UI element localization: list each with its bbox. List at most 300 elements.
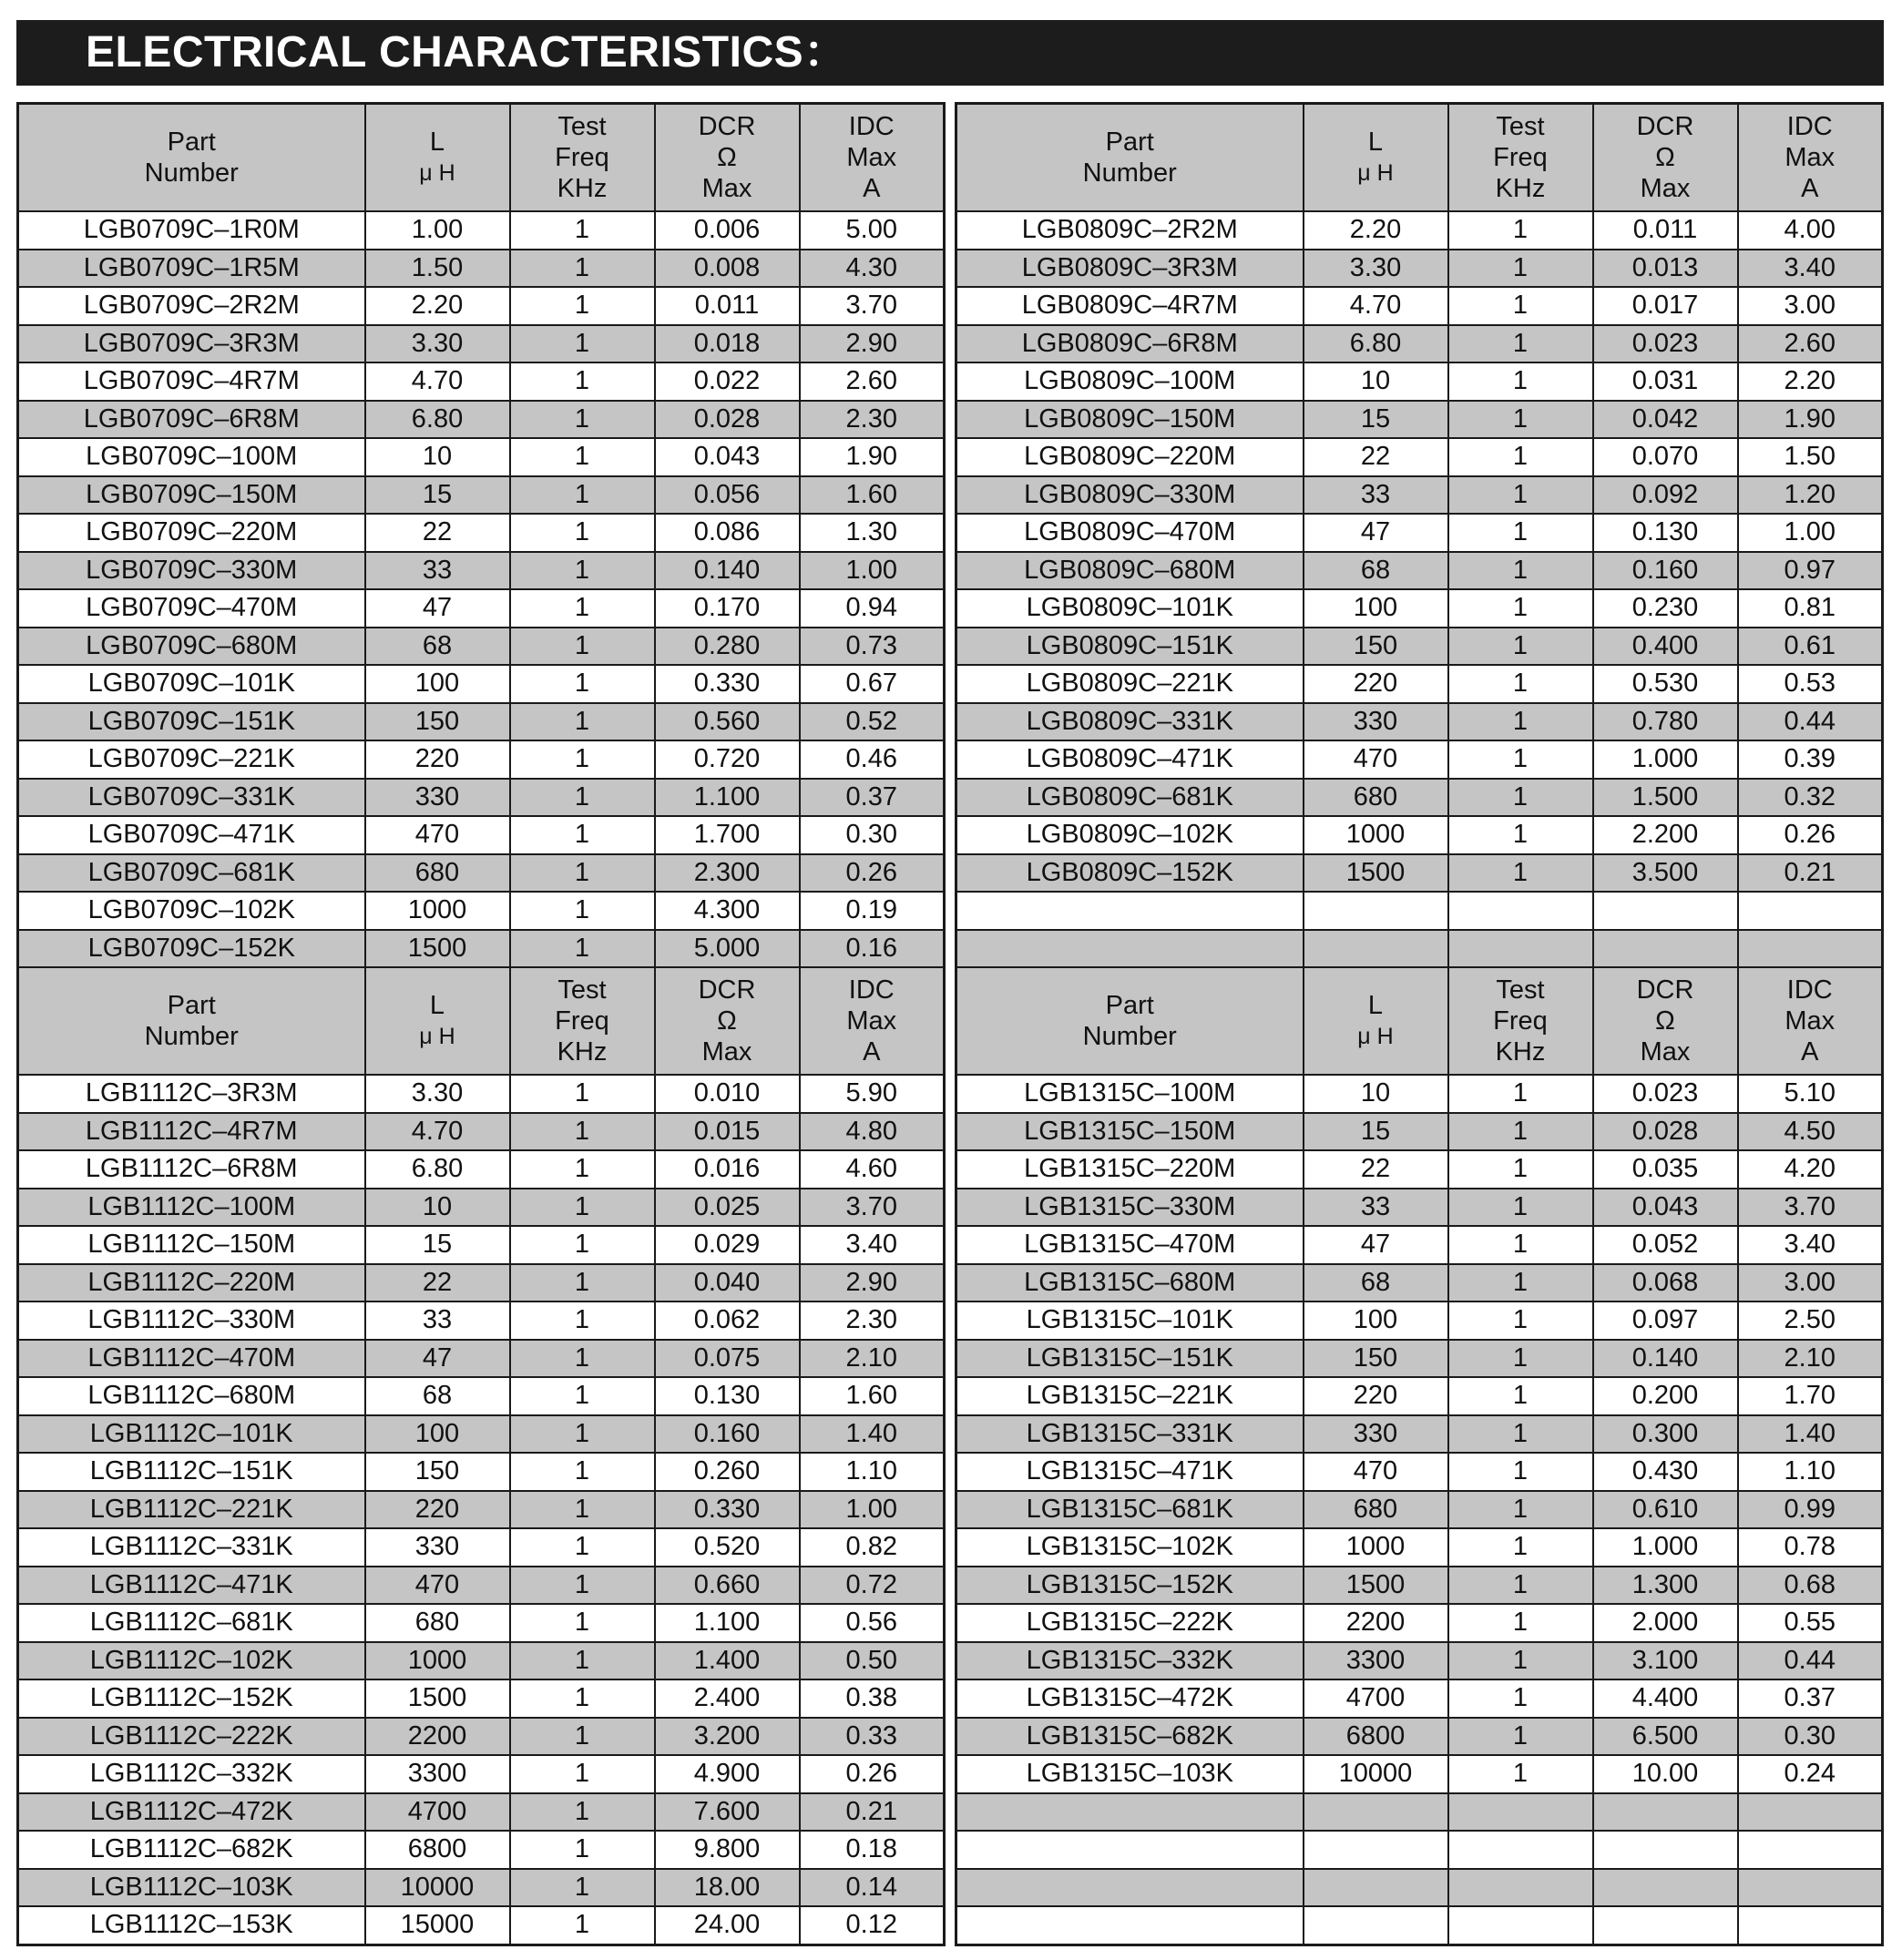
dcr-cell: 3.200 bbox=[655, 1718, 800, 1756]
test-freq-cell: 1 bbox=[1448, 1377, 1593, 1415]
dcr-cell: 4.400 bbox=[1593, 1679, 1738, 1718]
part-number-cell: LGB1112C–470M bbox=[18, 1340, 365, 1378]
column-header-idc-line: Max bbox=[1784, 1006, 1836, 1036]
idc-cell: 1.00 bbox=[800, 1491, 945, 1529]
dcr-cell bbox=[1593, 930, 1738, 968]
part-number-cell: LGB0809C–100M bbox=[956, 362, 1304, 401]
spec-table-right bbox=[955, 102, 1884, 1946]
dcr-cell: 0.130 bbox=[655, 1377, 800, 1415]
inductance-cell: 330 bbox=[365, 779, 510, 817]
dcr-cell: 0.097 bbox=[1593, 1302, 1738, 1340]
test-freq-cell: 1 bbox=[1448, 1642, 1593, 1680]
table-row bbox=[18, 476, 945, 515]
test-freq-cell: 1 bbox=[1448, 514, 1593, 552]
inductance-cell: 47 bbox=[365, 1340, 510, 1378]
dcr-cell: 9.800 bbox=[655, 1831, 800, 1869]
test-freq-cell: 1 bbox=[1448, 1679, 1593, 1718]
inductance-cell: 1000 bbox=[1304, 1528, 1448, 1567]
idc-cell: 0.14 bbox=[800, 1869, 945, 1907]
table-row bbox=[18, 1642, 945, 1680]
dcr-cell: 0.330 bbox=[655, 665, 800, 703]
column-header-idc-line: IDC bbox=[1786, 975, 1833, 1005]
table-row bbox=[956, 1075, 1883, 1113]
table-row bbox=[956, 1491, 1883, 1529]
column-header-freq-line: Test bbox=[557, 975, 607, 1005]
idc-cell: 0.19 bbox=[800, 892, 945, 930]
table-row bbox=[18, 1189, 945, 1227]
dcr-cell: 0.006 bbox=[655, 211, 800, 250]
column-header-idc bbox=[1738, 967, 1883, 1075]
idc-cell: 4.30 bbox=[800, 250, 945, 288]
part-number-cell: LGB1315C–103K bbox=[956, 1755, 1304, 1793]
column-header-l-line: μ H bbox=[1357, 1024, 1394, 1049]
test-freq-cell: 1 bbox=[1448, 1415, 1593, 1454]
test-freq-cell: 1 bbox=[510, 1075, 655, 1113]
column-header-part-line: Number bbox=[1082, 158, 1177, 188]
part-number-cell: LGB0709C–3R3M bbox=[18, 325, 365, 363]
column-header-freq bbox=[1448, 967, 1593, 1075]
test-freq-cell: 1 bbox=[1448, 665, 1593, 703]
table-row bbox=[956, 779, 1883, 817]
idc-cell: 0.12 bbox=[800, 1906, 945, 1945]
idc-cell: 0.32 bbox=[1738, 779, 1883, 817]
table-row bbox=[956, 1113, 1883, 1151]
part-number-cell: LGB0709C–102K bbox=[18, 892, 365, 930]
table-row bbox=[956, 325, 1883, 363]
idc-cell: 3.00 bbox=[1738, 1264, 1883, 1302]
table-row bbox=[956, 740, 1883, 779]
part-number-cell: LGB1315C–680M bbox=[956, 1264, 1304, 1302]
test-freq-cell: 1 bbox=[510, 1906, 655, 1945]
column-header-freq-line: Freq bbox=[555, 1006, 609, 1036]
idc-cell: 0.50 bbox=[800, 1642, 945, 1680]
table-row bbox=[18, 665, 945, 703]
part-number-cell: LGB0809C–680M bbox=[956, 552, 1304, 590]
part-number-cell: LGB0809C–3R3M bbox=[956, 250, 1304, 288]
idc-cell: 2.30 bbox=[800, 1302, 945, 1340]
idc-cell: 5.10 bbox=[1738, 1075, 1883, 1113]
inductance-cell: 1000 bbox=[365, 1642, 510, 1680]
table-row bbox=[18, 1869, 945, 1907]
table-row bbox=[956, 1528, 1883, 1567]
inductance-cell: 33 bbox=[365, 1302, 510, 1340]
column-header-l bbox=[365, 104, 510, 212]
inductance-cell: 470 bbox=[365, 816, 510, 854]
idc-cell: 5.00 bbox=[800, 211, 945, 250]
column-header-dcr-line: Ω bbox=[717, 1006, 737, 1036]
dcr-cell: 0.035 bbox=[1593, 1150, 1738, 1189]
column-header-part bbox=[956, 104, 1304, 212]
inductance-cell: 1.00 bbox=[365, 211, 510, 250]
idc-cell: 1.60 bbox=[800, 1377, 945, 1415]
dcr-cell: 18.00 bbox=[655, 1869, 800, 1907]
column-header-freq-line: Freq bbox=[1493, 1006, 1548, 1036]
idc-cell: 0.67 bbox=[800, 665, 945, 703]
idc-cell: 2.90 bbox=[800, 325, 945, 363]
idc-cell: 2.20 bbox=[1738, 362, 1883, 401]
table-row bbox=[956, 1906, 1883, 1945]
inductance-cell: 680 bbox=[365, 854, 510, 893]
idc-cell: 4.20 bbox=[1738, 1150, 1883, 1189]
part-number-cell: LGB0809C–220M bbox=[956, 438, 1304, 476]
inductance-cell: 10000 bbox=[1304, 1755, 1448, 1793]
table-row bbox=[956, 552, 1883, 590]
test-freq-cell: 1 bbox=[510, 1679, 655, 1718]
table-row bbox=[18, 816, 945, 854]
idc-cell: 2.30 bbox=[800, 401, 945, 439]
idc-cell: 0.53 bbox=[1738, 665, 1883, 703]
inductance-cell: 680 bbox=[1304, 1491, 1448, 1529]
test-freq-cell bbox=[1448, 892, 1593, 930]
dcr-cell: 0.015 bbox=[655, 1113, 800, 1151]
dcr-cell: 0.330 bbox=[655, 1491, 800, 1529]
column-header-part bbox=[956, 967, 1304, 1075]
table-row bbox=[956, 1642, 1883, 1680]
part-number-cell: LGB0809C–470M bbox=[956, 514, 1304, 552]
part-number-cell: LGB0709C–150M bbox=[18, 476, 365, 515]
table-row bbox=[18, 1755, 945, 1793]
dcr-cell: 0.042 bbox=[1593, 401, 1738, 439]
table-row bbox=[18, 1377, 945, 1415]
dcr-cell: 0.056 bbox=[655, 476, 800, 515]
table-row bbox=[956, 287, 1883, 325]
test-freq-cell: 1 bbox=[1448, 1718, 1593, 1756]
idc-cell: 0.39 bbox=[1738, 740, 1883, 779]
column-header-dcr-line: Ω bbox=[1655, 1006, 1675, 1036]
inductance-cell: 4.70 bbox=[365, 1113, 510, 1151]
part-number-cell: LGB0709C–681K bbox=[18, 854, 365, 893]
column-header-dcr-line: DCR bbox=[698, 112, 756, 141]
table-row bbox=[18, 401, 945, 439]
table-row bbox=[18, 1150, 945, 1189]
dcr-cell: 1.400 bbox=[655, 1642, 800, 1680]
table-row bbox=[18, 740, 945, 779]
part-number-cell: LGB0809C–331K bbox=[956, 703, 1304, 741]
dcr-cell: 0.260 bbox=[655, 1453, 800, 1491]
table-row bbox=[956, 665, 1883, 703]
column-header-dcr-line: Ω bbox=[717, 143, 737, 172]
dcr-cell: 0.008 bbox=[655, 250, 800, 288]
dcr-cell: 0.068 bbox=[1593, 1264, 1738, 1302]
test-freq-cell: 1 bbox=[1448, 438, 1593, 476]
idc-cell: 0.30 bbox=[800, 816, 945, 854]
dcr-cell: 0.300 bbox=[1593, 1415, 1738, 1454]
column-header-idc-line: IDC bbox=[848, 112, 895, 141]
test-freq-cell: 1 bbox=[510, 816, 655, 854]
inductance-cell: 1000 bbox=[365, 892, 510, 930]
table-row bbox=[18, 779, 945, 817]
column-header-part-line: Part bbox=[167, 128, 216, 157]
inductance-cell: 15 bbox=[365, 476, 510, 515]
table-row bbox=[956, 476, 1883, 515]
table-row bbox=[956, 854, 1883, 893]
idc-cell: 4.50 bbox=[1738, 1113, 1883, 1151]
inductance-cell: 15 bbox=[1304, 401, 1448, 439]
test-freq-cell: 1 bbox=[1448, 1075, 1593, 1113]
inductance-cell: 68 bbox=[365, 628, 510, 666]
dcr-cell: 0.230 bbox=[1593, 589, 1738, 628]
column-header-freq-line: Test bbox=[1496, 112, 1545, 141]
test-freq-cell: 1 bbox=[1448, 325, 1593, 363]
test-freq-cell: 1 bbox=[1448, 1755, 1593, 1793]
test-freq-cell: 1 bbox=[1448, 703, 1593, 741]
table-row bbox=[18, 514, 945, 552]
test-freq-cell: 1 bbox=[510, 628, 655, 666]
test-freq-cell: 1 bbox=[510, 325, 655, 363]
inductance-cell: 3300 bbox=[365, 1755, 510, 1793]
inductance-cell: 330 bbox=[1304, 703, 1448, 741]
idc-cell: 2.10 bbox=[1738, 1340, 1883, 1378]
inductance-cell: 3.30 bbox=[1304, 250, 1448, 288]
table-row bbox=[18, 854, 945, 893]
test-freq-cell: 1 bbox=[510, 930, 655, 968]
table-row bbox=[18, 287, 945, 325]
column-header-idc-line: IDC bbox=[1786, 112, 1833, 141]
column-header-part-line: Part bbox=[1105, 991, 1154, 1020]
dcr-cell bbox=[1593, 892, 1738, 930]
dcr-cell: 0.023 bbox=[1593, 325, 1738, 363]
dcr-cell: 0.660 bbox=[655, 1567, 800, 1605]
test-freq-cell bbox=[1448, 1793, 1593, 1832]
part-number-cell: LGB1112C–221K bbox=[18, 1491, 365, 1529]
idc-cell: 0.94 bbox=[800, 589, 945, 628]
inductance-cell: 10000 bbox=[365, 1869, 510, 1907]
test-freq-cell: 1 bbox=[1448, 816, 1593, 854]
part-number-cell: LGB0709C–330M bbox=[18, 552, 365, 590]
dcr-cell: 0.610 bbox=[1593, 1491, 1738, 1529]
part-number-cell: LGB0809C–221K bbox=[956, 665, 1304, 703]
column-header-dcr-line: DCR bbox=[1636, 975, 1694, 1005]
idc-cell: 0.21 bbox=[1738, 854, 1883, 893]
part-number-cell: LGB0809C–102K bbox=[956, 816, 1304, 854]
test-freq-cell: 1 bbox=[510, 779, 655, 817]
column-header-l-line: L bbox=[429, 128, 445, 157]
dcr-cell: 2.000 bbox=[1593, 1604, 1738, 1642]
idc-cell: 1.90 bbox=[800, 438, 945, 476]
table-row bbox=[956, 1189, 1883, 1227]
idc-cell: 1.10 bbox=[800, 1453, 945, 1491]
idc-cell: 0.26 bbox=[800, 854, 945, 893]
dcr-cell: 0.043 bbox=[655, 438, 800, 476]
part-number-cell: LGB1315C–151K bbox=[956, 1340, 1304, 1378]
dcr-cell: 1.100 bbox=[655, 1604, 800, 1642]
inductance-cell: 68 bbox=[365, 1377, 510, 1415]
idc-cell: 0.61 bbox=[1738, 628, 1883, 666]
test-freq-cell bbox=[1448, 1906, 1593, 1945]
table-row bbox=[956, 401, 1883, 439]
test-freq-cell: 1 bbox=[1448, 1264, 1593, 1302]
inductance-cell: 470 bbox=[1304, 1453, 1448, 1491]
table-row bbox=[956, 628, 1883, 666]
dcr-cell: 7.600 bbox=[655, 1793, 800, 1832]
column-header-idc bbox=[800, 104, 945, 212]
dcr-cell: 0.530 bbox=[1593, 665, 1738, 703]
inductance-cell: 4700 bbox=[1304, 1679, 1448, 1718]
test-freq-cell: 1 bbox=[510, 514, 655, 552]
column-header-l-line: L bbox=[1367, 128, 1384, 157]
inductance-cell: 4.70 bbox=[365, 362, 510, 401]
part-number-cell bbox=[956, 1793, 1304, 1832]
table-row bbox=[956, 1869, 1883, 1907]
idc-cell: 0.44 bbox=[1738, 1642, 1883, 1680]
table-row bbox=[956, 1377, 1883, 1415]
idc-cell: 0.73 bbox=[800, 628, 945, 666]
inductance-cell: 6.80 bbox=[365, 1150, 510, 1189]
test-freq-cell: 1 bbox=[510, 211, 655, 250]
part-number-cell: LGB0809C–2R2M bbox=[956, 211, 1304, 250]
column-header-dcr-line: Max bbox=[701, 174, 752, 203]
test-freq-cell: 1 bbox=[1448, 401, 1593, 439]
column-header-part-line: Part bbox=[167, 991, 216, 1020]
idc-cell: 0.30 bbox=[1738, 1718, 1883, 1756]
idc-cell bbox=[1738, 1869, 1883, 1907]
dcr-cell: 0.016 bbox=[655, 1150, 800, 1189]
column-header-dcr-line: Max bbox=[1640, 1037, 1691, 1067]
table-row bbox=[18, 1415, 945, 1454]
column-header-freq-line: Freq bbox=[555, 143, 609, 172]
idc-cell: 0.97 bbox=[1738, 552, 1883, 590]
idc-cell bbox=[1738, 1793, 1883, 1832]
test-freq-cell: 1 bbox=[1448, 1567, 1593, 1605]
part-number-cell: LGB0809C–471K bbox=[956, 740, 1304, 779]
dcr-cell: 1.300 bbox=[1593, 1567, 1738, 1605]
table-row bbox=[956, 930, 1883, 968]
inductance-cell: 33 bbox=[1304, 1189, 1448, 1227]
dcr-cell: 0.086 bbox=[655, 514, 800, 552]
dcr-cell: 1.000 bbox=[1593, 1528, 1738, 1567]
inductance-cell: 6800 bbox=[365, 1831, 510, 1869]
inductance-cell: 10 bbox=[365, 1189, 510, 1227]
idc-cell: 1.60 bbox=[800, 476, 945, 515]
column-header-freq-line: KHz bbox=[1495, 174, 1546, 203]
dcr-cell: 0.010 bbox=[655, 1075, 800, 1113]
test-freq-cell: 1 bbox=[510, 589, 655, 628]
part-number-cell: LGB1315C–470M bbox=[956, 1226, 1304, 1264]
test-freq-cell: 1 bbox=[510, 1528, 655, 1567]
dcr-cell: 1.500 bbox=[1593, 779, 1738, 817]
inductance-cell: 220 bbox=[365, 1491, 510, 1529]
column-header-idc bbox=[1738, 104, 1883, 212]
dcr-cell: 0.130 bbox=[1593, 514, 1738, 552]
inductance-cell: 220 bbox=[365, 740, 510, 779]
header-row bbox=[956, 104, 1883, 212]
idc-cell: 0.37 bbox=[800, 779, 945, 817]
inductance-cell: 1500 bbox=[1304, 1567, 1448, 1605]
column-header-l bbox=[1304, 104, 1448, 212]
table-row bbox=[956, 1150, 1883, 1189]
table-row bbox=[956, 1831, 1883, 1869]
inductance-cell: 680 bbox=[1304, 779, 1448, 817]
test-freq-cell: 1 bbox=[1448, 740, 1593, 779]
idc-cell: 2.90 bbox=[800, 1264, 945, 1302]
inductance-cell: 3.30 bbox=[365, 1075, 510, 1113]
dcr-cell bbox=[1593, 1831, 1738, 1869]
table-row bbox=[18, 703, 945, 741]
test-freq-cell: 1 bbox=[510, 1226, 655, 1264]
dcr-cell: 0.430 bbox=[1593, 1453, 1738, 1491]
idc-cell: 0.37 bbox=[1738, 1679, 1883, 1718]
part-number-cell: LGB0709C–101K bbox=[18, 665, 365, 703]
column-header-dcr bbox=[1593, 104, 1738, 212]
inductance-cell: 10 bbox=[1304, 1075, 1448, 1113]
table-row bbox=[956, 362, 1883, 401]
test-freq-cell bbox=[1448, 930, 1593, 968]
table-row bbox=[18, 438, 945, 476]
dcr-cell: 0.040 bbox=[655, 1264, 800, 1302]
column-header-freq bbox=[510, 104, 655, 212]
dcr-cell: 3.500 bbox=[1593, 854, 1738, 893]
column-header-freq-line: Freq bbox=[1493, 143, 1548, 172]
column-header-freq bbox=[1448, 104, 1593, 212]
inductance-cell: 470 bbox=[365, 1567, 510, 1605]
inductance-cell bbox=[1304, 892, 1448, 930]
part-number-cell: LGB1112C–331K bbox=[18, 1528, 365, 1567]
column-header-l-line: μ H bbox=[419, 1024, 455, 1049]
part-number-cell: LGB0709C–470M bbox=[18, 589, 365, 628]
part-number-cell: LGB1112C–101K bbox=[18, 1415, 365, 1454]
column-header-part bbox=[18, 104, 365, 212]
inductance-cell: 1000 bbox=[1304, 816, 1448, 854]
inductance-cell: 2200 bbox=[365, 1718, 510, 1756]
header-row bbox=[18, 967, 945, 1075]
inductance-cell: 1500 bbox=[365, 930, 510, 968]
test-freq-cell: 1 bbox=[510, 362, 655, 401]
idc-cell: 3.40 bbox=[1738, 250, 1883, 288]
test-freq-cell: 1 bbox=[510, 1567, 655, 1605]
dcr-cell: 0.140 bbox=[655, 552, 800, 590]
dcr-cell: 4.900 bbox=[655, 1755, 800, 1793]
idc-cell: 0.78 bbox=[1738, 1528, 1883, 1567]
table-row bbox=[18, 250, 945, 288]
inductance-cell: 22 bbox=[365, 514, 510, 552]
table-row bbox=[956, 589, 1883, 628]
inductance-cell bbox=[1304, 1793, 1448, 1832]
table-row bbox=[18, 1793, 945, 1832]
dcr-cell: 0.031 bbox=[1593, 362, 1738, 401]
table-row bbox=[18, 892, 945, 930]
part-number-cell: LGB1112C–102K bbox=[18, 1642, 365, 1680]
part-number-cell: LGB1315C–330M bbox=[956, 1189, 1304, 1227]
table-row bbox=[18, 1567, 945, 1605]
table-row bbox=[18, 1528, 945, 1567]
part-number-cell bbox=[956, 1869, 1304, 1907]
column-header-idc-line: A bbox=[863, 174, 881, 203]
part-number-cell: LGB0709C–100M bbox=[18, 438, 365, 476]
dcr-cell: 0.025 bbox=[655, 1189, 800, 1227]
inductance-cell: 2.20 bbox=[365, 287, 510, 325]
table-row bbox=[18, 325, 945, 363]
part-number-cell: LGB1112C–682K bbox=[18, 1831, 365, 1869]
part-number-cell: LGB1315C–471K bbox=[956, 1453, 1304, 1491]
table-row bbox=[18, 362, 945, 401]
inductance-cell: 22 bbox=[1304, 1150, 1448, 1189]
inductance-cell: 150 bbox=[1304, 1340, 1448, 1378]
idc-cell: 0.24 bbox=[1738, 1755, 1883, 1793]
idc-cell: 3.70 bbox=[800, 1189, 945, 1227]
column-header-dcr bbox=[655, 967, 800, 1075]
column-header-idc-line: Max bbox=[1784, 143, 1836, 172]
test-freq-cell: 1 bbox=[1448, 1226, 1593, 1264]
part-number-cell: LGB1112C–151K bbox=[18, 1453, 365, 1491]
table-row bbox=[18, 1226, 945, 1264]
test-freq-cell: 1 bbox=[510, 250, 655, 288]
column-header-freq bbox=[510, 967, 655, 1075]
test-freq-cell: 1 bbox=[1448, 628, 1593, 666]
page-title: ELECTRICAL CHARACTERISTICS： bbox=[16, 20, 1884, 86]
inductance-cell: 1500 bbox=[1304, 854, 1448, 893]
spec-table-left bbox=[16, 102, 946, 1946]
test-freq-cell: 1 bbox=[510, 1302, 655, 1340]
